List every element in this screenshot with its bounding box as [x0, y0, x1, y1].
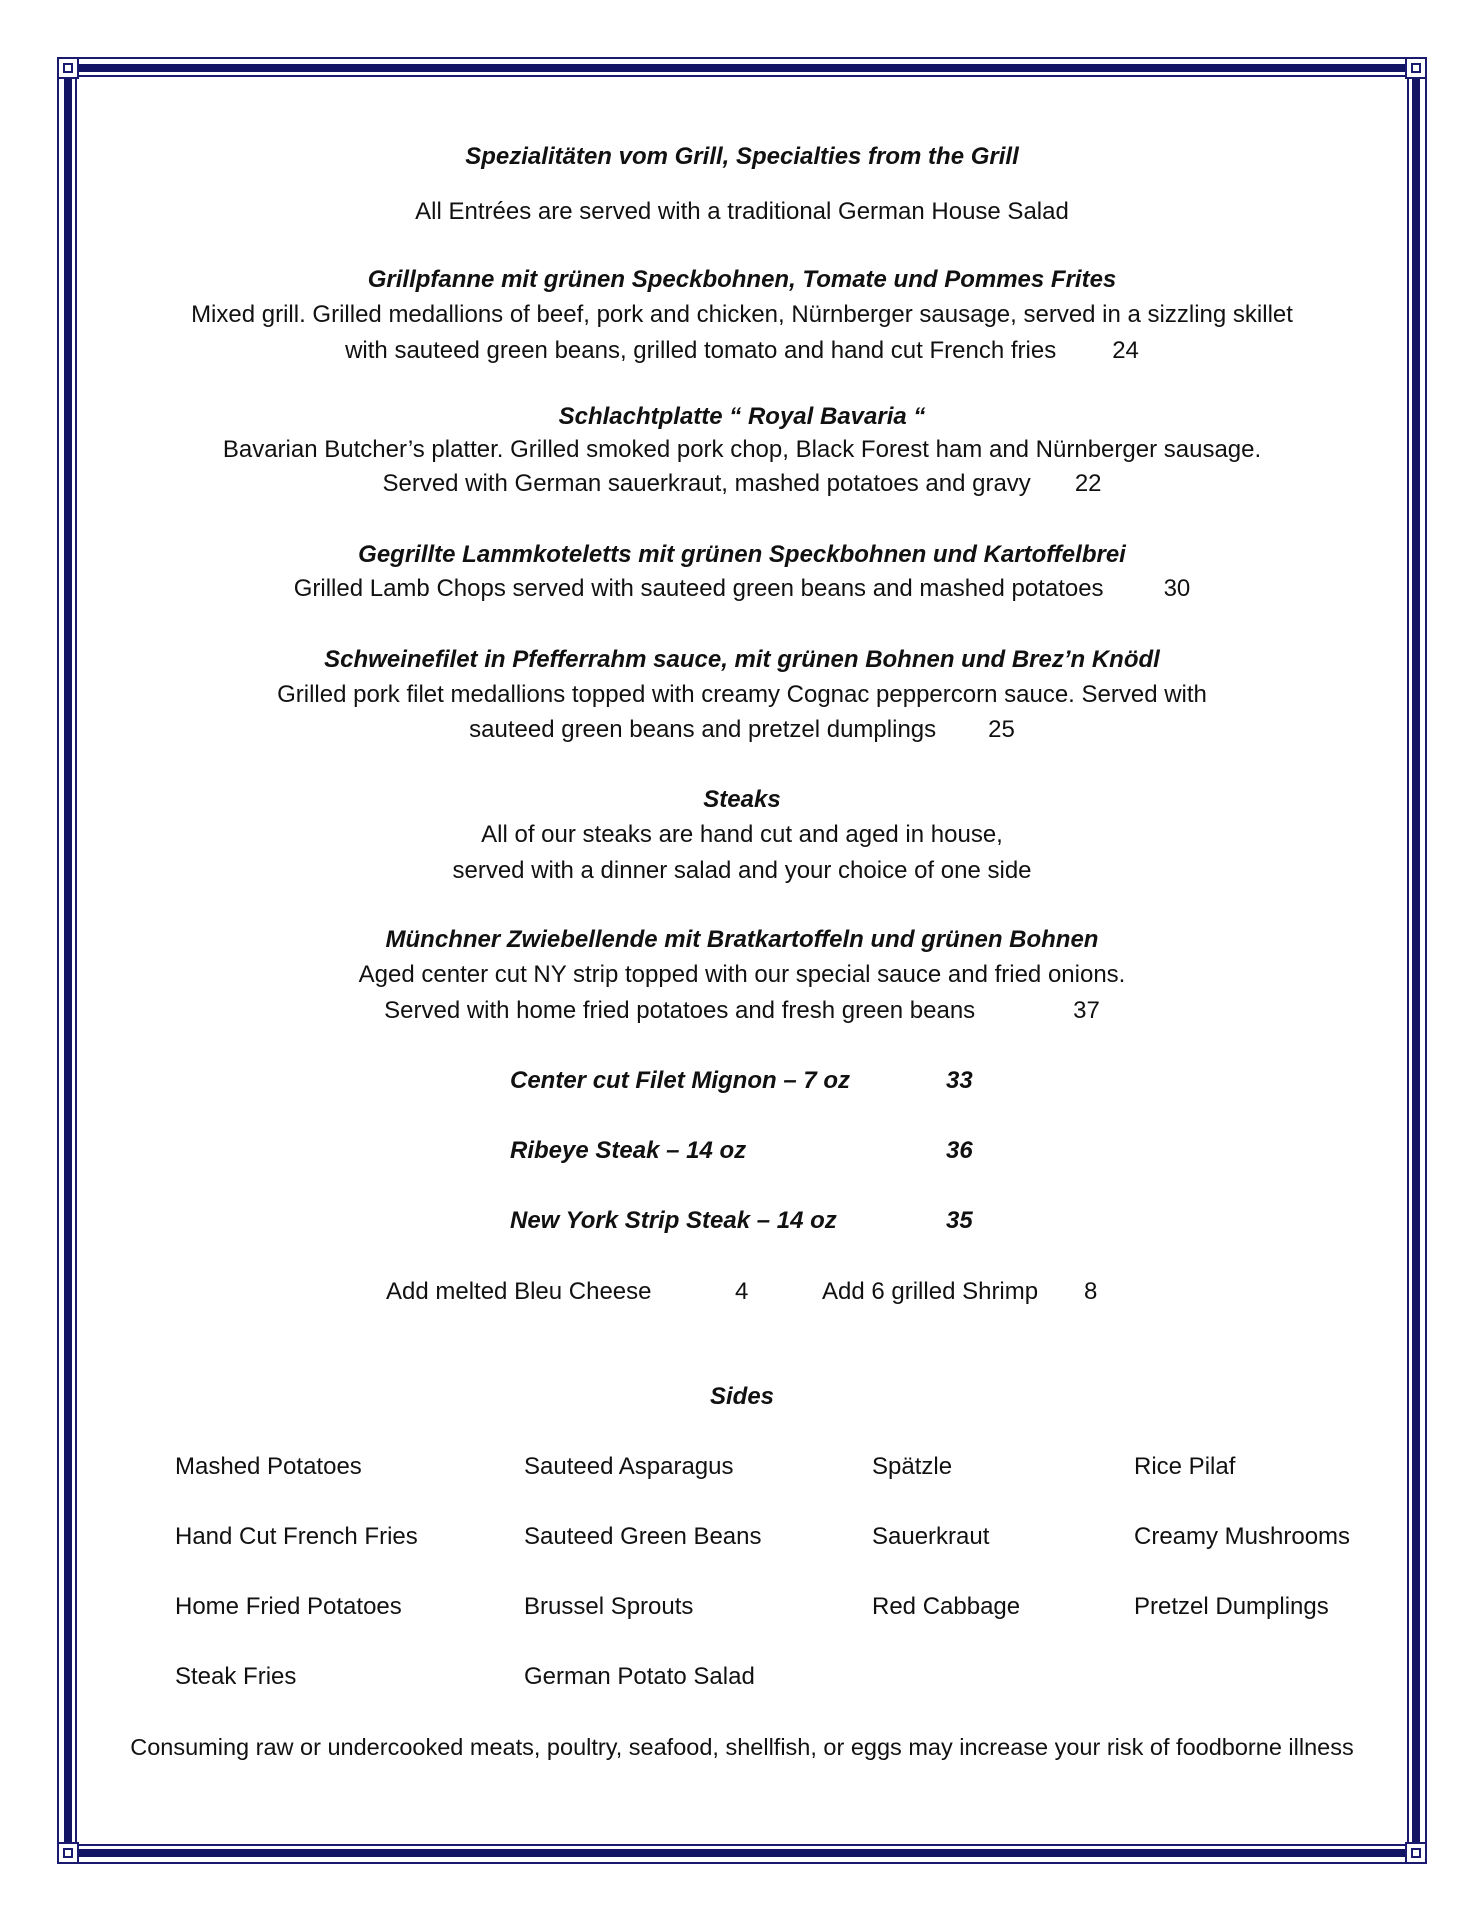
- dish-name: Schweinefilet in Pfefferrahm sauce, mit grünen Bohnen und Brez’n Knödl: [324, 646, 1160, 673]
- steak-cut-price: 35: [946, 1207, 973, 1234]
- dish-description: Grilled pork filet medallions topped with creamy Cognac peppercorn sauce. Served with: [277, 681, 1207, 708]
- steaks-intro: All of our steaks are hand cut and aged in house,: [481, 821, 1003, 848]
- side-item: Sauteed Green Beans: [524, 1523, 762, 1550]
- corner-ornament-top-left: [57, 57, 79, 79]
- dish-name: Grillpfanne mit grünen Speckbohnen, Tomate und Pommes Frites: [367, 266, 1117, 293]
- food-safety-warning: Consuming raw or undercooked meats, poultry, seafood, shellfish, or eggs may increase your risk of foodborne illness: [130, 1734, 1354, 1760]
- steak-cut-name: New York Strip Steak – 14 oz: [510, 1207, 837, 1234]
- side-item: Steak Fries: [175, 1663, 297, 1690]
- corner-ornament-bottom-right: [1405, 1842, 1427, 1864]
- side-item: Mashed Potatoes: [175, 1453, 362, 1480]
- section-title-steaks: Steaks: [703, 786, 781, 813]
- side-item: Creamy Mushrooms: [1134, 1523, 1351, 1550]
- dish-description: Grilled Lamb Chops served with sauteed green beans and mashed potatoes: [293, 575, 1104, 602]
- dish-name: Schlachtplatte “ Royal Bavaria “: [558, 403, 926, 430]
- side-item: Red Cabbage: [872, 1593, 1021, 1620]
- dish-description: Mixed grill. Grilled medallions of beef, pork and chicken, Nürnberger sausage, served in a sizzling skillet: [191, 301, 1293, 328]
- section-title-sides: Sides: [709, 1383, 775, 1410]
- side-item: Home Fried Potatoes: [175, 1593, 402, 1620]
- addon-name: Add melted Bleu Cheese: [386, 1278, 652, 1305]
- side-item: Spätzle: [872, 1453, 953, 1480]
- side-item: Brussel Sprouts: [524, 1593, 694, 1620]
- steaks-intro: served with a dinner salad and your choice of one side: [452, 857, 1032, 884]
- dish-description-line: [0, 574, 1484, 604]
- dish-description-line: [0, 996, 1484, 1026]
- side-item: Sauerkraut: [872, 1523, 990, 1550]
- dish-price: 30: [1163, 575, 1191, 602]
- dish-description: Served with German sauerkraut, mashed potatoes and gravy: [382, 470, 1031, 497]
- dish-description-line: [0, 715, 1484, 745]
- steak-cut-price: 33: [946, 1067, 973, 1094]
- dish-description-line: [0, 469, 1484, 499]
- steak-cut-name: Ribeye Steak – 14 oz: [510, 1137, 747, 1164]
- dish-price: 37: [1073, 997, 1100, 1024]
- addon-price: 8: [1084, 1278, 1098, 1305]
- addon-name: Add 6 grilled Shrimp: [822, 1278, 1039, 1305]
- steak-cut-price: 36: [946, 1137, 973, 1164]
- dish-description: Aged center cut NY strip topped with our special sauce and fried onions.: [358, 961, 1126, 988]
- dish-price: 22: [1074, 470, 1102, 497]
- section-title-grill: Spezialitäten vom Grill, Specialties from the Grill: [465, 143, 1019, 170]
- side-item: Rice Pilaf: [1134, 1453, 1236, 1480]
- entree-note: All Entrées are served with a traditional German House Salad: [415, 198, 1069, 225]
- dish-description: with sauteed green beans, grilled tomato and hand cut French fries: [345, 337, 1057, 364]
- steak-cut-name: Center cut Filet Mignon – 7 oz: [510, 1067, 851, 1094]
- side-item: Sauteed Asparagus: [524, 1453, 734, 1480]
- dish-description-line: [0, 336, 1484, 366]
- side-item: Hand Cut French Fries: [175, 1523, 418, 1550]
- dish-description: Bavarian Butcher’s platter. Grilled smoked pork chop, Black Forest ham and Nürnberger sausage.: [222, 436, 1262, 463]
- dish-price: 25: [988, 716, 1015, 743]
- dish-price: 24: [1112, 337, 1139, 364]
- dish-description: Served with home fried potatoes and fresh green beans: [384, 997, 976, 1024]
- addon-price: 4: [735, 1278, 749, 1305]
- side-item: Pretzel Dumplings: [1134, 1593, 1329, 1620]
- corner-ornament-top-right: [1405, 57, 1427, 79]
- dish-description: sauteed green beans and pretzel dumplings: [469, 716, 937, 743]
- side-item: German Potato Salad: [524, 1663, 755, 1690]
- dish-name: Münchner Zwiebellende mit Bratkartoffeln und grünen Bohnen: [385, 926, 1099, 953]
- dish-name: Gegrillte Lammkoteletts mit grünen Speckbohnen und Kartoffelbrei: [358, 541, 1126, 568]
- corner-ornament-bottom-left: [57, 1842, 79, 1864]
